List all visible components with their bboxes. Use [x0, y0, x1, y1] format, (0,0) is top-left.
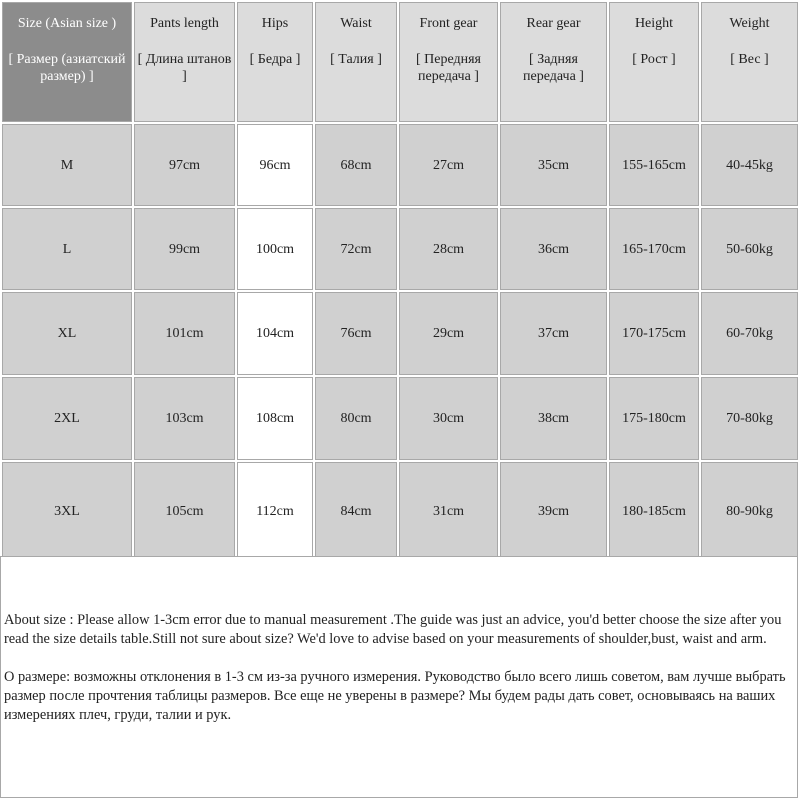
header-size-en: Size (Asian size ) [17, 16, 117, 31]
cell-rear-gear: 37cm [500, 292, 607, 375]
header-height [609, 2, 699, 122]
cell-size: XL [2, 292, 132, 375]
cell-rear-gear: 35cm [500, 124, 607, 206]
table-header-row [2, 2, 798, 122]
cell-front-gear: 28cm [399, 208, 498, 290]
table-row [2, 124, 798, 206]
header-hips [237, 2, 313, 122]
header-waist-en: Waist [340, 16, 372, 31]
header-rear-gear [500, 2, 607, 122]
header-hips-en: Hips [261, 16, 289, 31]
cell-size: 2XL [2, 377, 132, 460]
cell-height: 155-165cm [609, 124, 699, 206]
cell-front-gear: 31cm [399, 462, 498, 560]
cell-front-gear: 27cm [399, 124, 498, 206]
cell-weight: 50-60kg [701, 208, 798, 290]
header-front-gear [399, 2, 498, 122]
cell-pants-length: 97cm [134, 124, 235, 206]
header-hips-ru: [ Бедра ] [249, 52, 301, 67]
cell-front-gear: 30cm [399, 377, 498, 460]
cell-waist: 80cm [315, 377, 397, 460]
cell-hips: 96cm [237, 124, 313, 206]
header-waist-ru: [ Талия ] [330, 52, 382, 67]
cell-size: L [2, 208, 132, 290]
cell-rear-gear: 36cm [500, 208, 607, 290]
cell-height: 170-175cm [609, 292, 699, 375]
table-row [2, 292, 798, 375]
cell-pants-length: 103cm [134, 377, 235, 460]
size-note-russian: О размере: возможны отклонения в 1-3 см из-за ручного измерения. Руководство было всего лишь советом, вам лучше выбрать размер после прочтения таблицы размеров. Все еще не уверены в размере? Мы будем рады дать совет, основываясь на ваших измерениях плеч, груди, талии и рук. [4, 669, 786, 723]
header-front-gear-en: Front gear [419, 16, 478, 31]
cell-weight: 60-70kg [701, 292, 798, 375]
header-waist [315, 2, 397, 122]
cell-rear-gear: 38cm [500, 377, 607, 460]
header-size [2, 2, 132, 122]
cell-waist: 72cm [315, 208, 397, 290]
cell-weight: 40-45kg [701, 124, 798, 206]
header-height-ru: [ Рост ] [632, 52, 676, 67]
cell-waist: 84cm [315, 462, 397, 560]
cell-height: 165-170cm [609, 208, 699, 290]
table-row [2, 208, 798, 290]
cell-size: M [2, 124, 132, 206]
cell-hips: 100cm [237, 208, 313, 290]
cell-hips: 112cm [237, 462, 313, 560]
header-rear-gear-ru: [ Задняя передача ] [523, 52, 584, 84]
cell-hips: 104cm [237, 292, 313, 375]
size-note-english: About size : Please allow 1-3cm error due to manual measurement .The guide was just an advice, you'd better choose the size after you read the size details table.Still not sure about size? We'd love to advise based on your measurements of shoulder,bust, waist and arm. [4, 612, 782, 647]
cell-size: 3XL [2, 462, 132, 560]
cell-waist: 68cm [315, 124, 397, 206]
cell-height: 180-185cm [609, 462, 699, 560]
header-front-gear-ru: [ Передняя передача ] [415, 52, 481, 84]
header-weight-ru: [ Вес ] [730, 52, 769, 67]
header-size-ru: [ Размер (азиатский размер) ] [8, 52, 126, 84]
cell-waist: 76cm [315, 292, 397, 375]
header-height-en: Height [634, 16, 674, 31]
cell-pants-length: 99cm [134, 208, 235, 290]
header-pants-length-ru: [ Длина штанов ] [137, 52, 232, 84]
cell-weight: 70-80kg [701, 377, 798, 460]
cell-pants-length: 101cm [134, 292, 235, 375]
header-weight [701, 2, 798, 122]
cell-height: 175-180cm [609, 377, 699, 460]
cell-weight: 80-90kg [701, 462, 798, 560]
table-row [2, 462, 798, 560]
header-weight-en: Weight [729, 16, 770, 31]
header-rear-gear-en: Rear gear [526, 16, 581, 31]
header-pants-length [134, 2, 235, 122]
cell-hips: 108cm [237, 377, 313, 460]
table-row [2, 377, 798, 460]
cell-front-gear: 29cm [399, 292, 498, 375]
size-notes-box [0, 556, 798, 798]
size-notes [4, 611, 794, 725]
header-pants-length-en: Pants length [150, 16, 219, 31]
cell-pants-length: 105cm [134, 462, 235, 560]
cell-rear-gear: 39cm [500, 462, 607, 560]
